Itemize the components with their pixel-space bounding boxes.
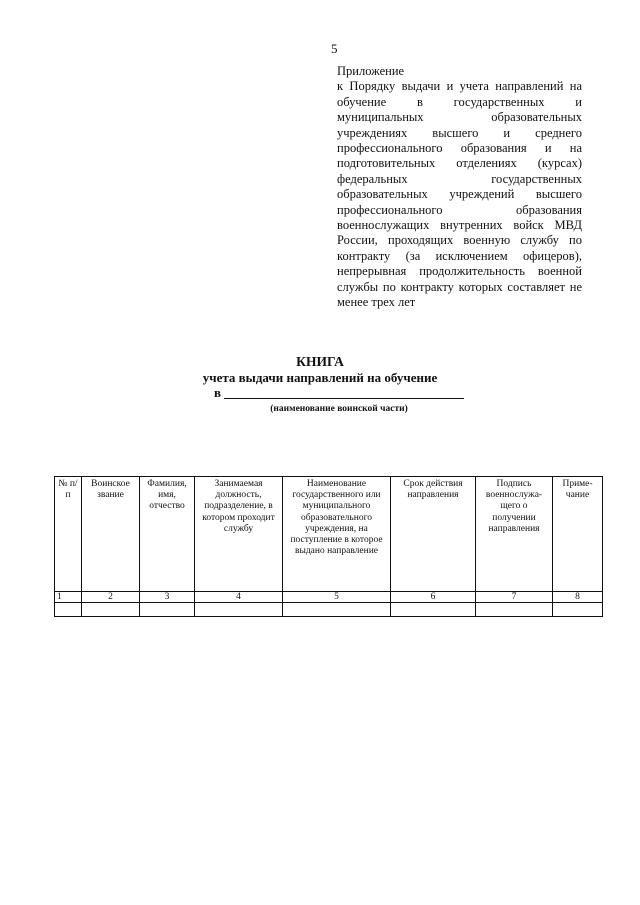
book-subtitle: учета выдачи направлений на обучение <box>202 370 438 385</box>
header-cell-position: Занимаемая должность, подразделение, в котором проходит службу <box>195 477 283 592</box>
blank-cell <box>283 603 391 617</box>
header-cell-validity: Срок действия направления <box>391 477 476 592</box>
column-number-row <box>55 592 603 603</box>
blank-cell <box>476 603 553 617</box>
column-number: 2 <box>82 592 140 603</box>
column-number: 3 <box>140 592 195 603</box>
header-cell-institution: Наименование государственного или муниципального образовательного учреждения, на поступление в которое выдано направление <box>283 477 391 592</box>
appendix-text: к Порядку выдачи и учета направлений на обучение в государственных и муниципальных образовательных учреждениях высшего и среднего профессионального образования и на подготовительных отделениях (курсах) федеральных государственных образовательных учреждений высшего профессионального образования военнослужащих внутренних войск МВД России, проходящих военную службу по контракту (за исключением офицеров), непрерывная продолжительность военной службы по контракту которых составляет не менее трех лет <box>337 79 582 310</box>
blank-cell <box>82 603 140 617</box>
unit-prefix: в <box>214 385 222 400</box>
blank-cell <box>140 603 195 617</box>
blank-cell <box>55 603 82 617</box>
header-cell-number: № п/п <box>55 477 82 592</box>
unit-line <box>214 385 464 401</box>
header-cell-rank: Воинское звание <box>82 477 140 592</box>
book-title: КНИГА <box>296 354 344 369</box>
header-row <box>55 477 603 592</box>
header-cell-name: Фамилия, имя, отчество <box>140 477 195 592</box>
page-number: 5 <box>331 41 338 56</box>
register-table <box>54 476 603 617</box>
column-number: 4 <box>195 592 283 603</box>
header-cell-signature: Подпись военнослужа-щего о получении направления <box>476 477 553 592</box>
unit-caption: (наименование воинской части) <box>270 404 408 414</box>
column-number: 8 <box>553 592 603 603</box>
column-number: 6 <box>391 592 476 603</box>
appendix-block <box>337 64 582 311</box>
blank-cell <box>391 603 476 617</box>
header-cell-note: Приме-чание <box>553 477 603 592</box>
column-number: 1 <box>55 592 82 603</box>
blank-cell <box>553 603 603 617</box>
column-number: 5 <box>283 592 391 603</box>
blank-row <box>55 603 603 617</box>
column-number: 7 <box>476 592 553 603</box>
blank-cell <box>195 603 283 617</box>
unit-blank-line <box>224 398 464 399</box>
appendix-heading: Приложение <box>337 64 405 78</box>
